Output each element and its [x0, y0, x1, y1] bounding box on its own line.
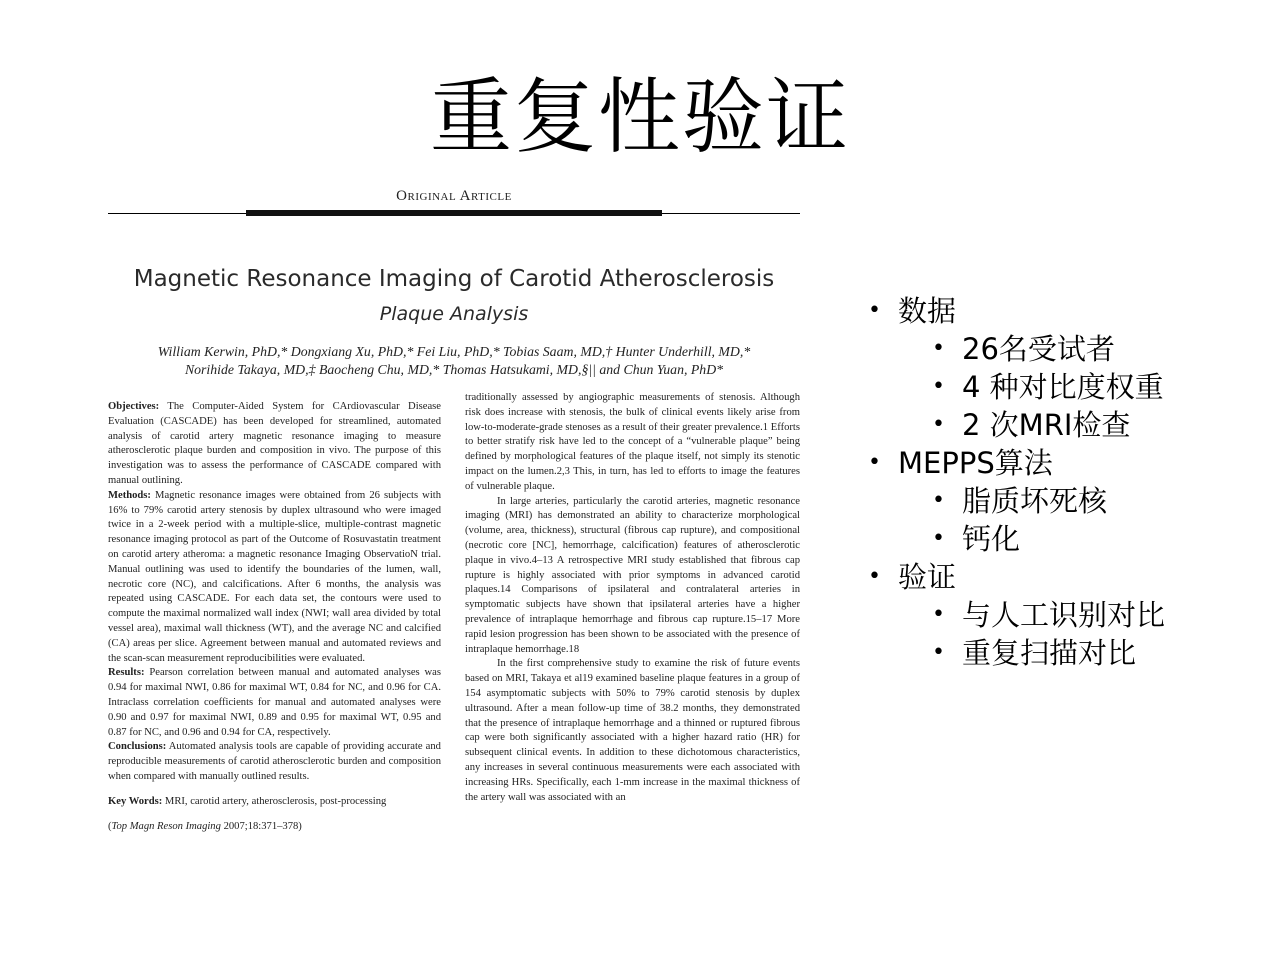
bullet-text: 钙化 [962, 522, 1021, 556]
bullet-text: 数据 [898, 294, 957, 328]
citation-journal: Top Magn Reson Imaging [111, 820, 221, 832]
bullet-dot-icon: • [932, 412, 945, 437]
article-subtitle: Plaque Analysis [379, 303, 529, 325]
abstract-conclusions [108, 740, 441, 784]
bullet-dot-icon: • [868, 564, 881, 589]
bullet-text: 脂质坏死核 [962, 484, 1108, 518]
methods-label: Methods: [108, 489, 151, 501]
header-rule-thick [246, 210, 662, 216]
bullet-dot-icon: • [932, 336, 945, 361]
bullet-text: 26名受试者 [962, 332, 1115, 366]
abstract-methods [108, 489, 441, 667]
abstract-column [108, 400, 441, 834]
article-title: Magnetic Resonance Imaging of Carotid Atherosclerosis [133, 266, 775, 292]
bullet-dot-icon: • [932, 526, 945, 551]
bullet-dot-icon: • [932, 374, 945, 399]
objectives-text: The Computer-Aided System for CArdiovascular Disease Evaluation (CASCADE) has been developed for streamlined, automated analysis of carotid artery magnetic resonance imaging to measure atherosclerotic plaque burden and composition in vivo. The purpose of this investigation was to assess the performance of CASCADE compared with manual outlining. [108, 401, 441, 486]
results-text: Pearson correlation between manual and automated analyses was 0.94 for maximal NWI, 0.86 for maximal WT, 0.84 for NC, and 0.96 for CA. Intraclass correlation coefficients for manual and automated analyses were 0.90 and 0.97 for maximal NWI, 0.89 and 0.95 for maximal WT, 0.95 and 0.87 for NC, and 0.96 and 0.94 for CA, respectively. [108, 667, 441, 738]
section-label: Original Article [396, 188, 512, 204]
authors-line-1: William Kerwin, PhD,* Dongxiang Xu, PhD,* Fei Liu, PhD,* Tobias Saam, MD,† Hunter Underhill, MD,* [157, 344, 751, 359]
citation-rest: 2007;18:371–378) [223, 820, 302, 832]
key-words [108, 795, 441, 810]
sub-bullet-item [868, 634, 1268, 672]
bullet-text: 重复扫描对比 [962, 636, 1137, 670]
keywords-text: MRI, carotid artery, atherosclerosis, post-processing [164, 795, 387, 807]
bullet-dot-icon: • [868, 298, 881, 323]
sub-bullet-item [868, 596, 1268, 634]
sub-bullet-item [868, 406, 1268, 444]
bullet-text: 4 种对比度权重 [962, 370, 1164, 404]
body-column [465, 391, 800, 897]
bullet-list [868, 292, 1268, 672]
bullet-text: 验证 [898, 560, 957, 594]
abstract-objectives [108, 400, 441, 489]
sub-bullet-item [868, 482, 1268, 520]
body-paragraph-2: In large arteries, particularly the carotid arteries, magnetic resonance imaging (MRI) has demonstrated an ability to characterize morphological (volume, area, thickness), structural (fibrous cap rupture), and compositional (necrotic core [NC], hemorrhage, calcification) features of atherosclerotic plaque in vivo.4–13 A retrospective MRI study established that fibrous cap rupture is highly associated with prior symptoms in advanced carotid plaques.14 Comparisons of ipsilateral and contralateral arteries in symptomatic subjects have shown that ipsilateral arteries have a higher prevalence of intraplaque hemorrhage and fibrous cap rupture.15–17 More rapid lesion progression has been shown to be associated with the presence of intraplaque hemorrhage.18 [465, 495, 800, 655]
bullet-item [868, 558, 1268, 596]
results-label: Results: [108, 667, 145, 679]
bullet-text: 2 次MRI检查 [962, 408, 1131, 442]
sub-bullet-item [868, 330, 1268, 368]
bullet-dot-icon: • [932, 602, 945, 627]
conclusions-label: Conclusions: [108, 741, 167, 753]
body-paragraph-1: traditionally assessed by angiographic measurements of stenosis. Although risk does increase with stenosis, the bulk of clinical events likely arise from low-to-moderate-grade stenoses as a result of their greater prevalence.1 Efforts to better stratify risk have led to the concept of a “vulnerable plaque” being defined by morphological features of the plaque itself, not simply its stenotic impact on the lumen.2,3 This, in turn, has led to efforts to image the features of vulnerable plaque. [465, 392, 800, 492]
keywords-label: Key Words: [108, 795, 163, 807]
bullet-dot-icon: • [868, 450, 881, 475]
sub-bullet-item [868, 368, 1268, 406]
body-paragraph-3: In the first comprehensive study to examine the risk of future events based on MRI, Takaya et al19 examined baseline plaque features in a group of 154 asymptomatic subjects with 50% to 79% carotid stenosis by duplex ultrasound. After a mean follow-up time of 38.2 months, they demonstrated that the presence of intraplaque hemorrhage and a thinned or ruptured fibrous cap were both significantly associated with a higher hazard ratio (HR) for subsequent clinical events. In addition to these dichotomous characteristics, any increases in several continuous measurements were each associated with increasing HRs. Specifically, each 1-mm increase in the maximal thickness of the artery wall was associated with an [465, 658, 800, 803]
citation: (Top Magn Reson Imaging 2007;18:371–378) [108, 820, 302, 832]
sub-bullet-item [868, 520, 1268, 558]
bullet-item [868, 444, 1268, 482]
bullet-dot-icon: • [932, 640, 945, 665]
bullet-item [868, 292, 1268, 330]
abstract-results [108, 666, 441, 740]
bullet-text: MEPPS算法 [898, 446, 1053, 480]
objectives-label: Objectives: [108, 401, 160, 412]
bullet-text: 与人工识别对比 [962, 598, 1166, 632]
slide-title: 重复性验证 [429, 70, 850, 165]
bullet-dot-icon: • [932, 488, 945, 513]
authors-line-2: Norihide Takaya, MD,‡ Baocheng Chu, MD,* Thomas Hatsukami, MD,§|| and Chun Yuan, PhD* [184, 362, 724, 377]
methods-text: Magnetic resonance images were obtained from 26 subjects with 16% to 79% carotid artery stenosis by duplex ultrasound who were imaged twice in a 2-week period with a multiple-slice, multiple-contrast magnetic resonance imaging protocol as part of the Outcome of Rosuvastatin treatment on carotid artery atheroma: a magnetic resonance Imaging ObservatioN trial. Manual outlining was used to identify the boundaries of the lumen, wall, necrotic core (NC), and calcifications. After 6 months, the analysis was repeated using CASCADE. For each data set, the contours were used to compute the maximal normalized wall index (NWI; wall area divided by total vessel area), maximal wall thickness (WT), and the average NC and calcified (CA) areas per slice. Agreement between manual and automated reviews and the scan-scan measurement reproducibilities were evaluated. [108, 489, 441, 664]
conclusions-text: Automated analysis tools are capable of providing accurate and reproducible measurements of carotid atherosclerotic burden and composition when compared with manually outlined results. [108, 741, 441, 782]
author-list [108, 343, 800, 379]
